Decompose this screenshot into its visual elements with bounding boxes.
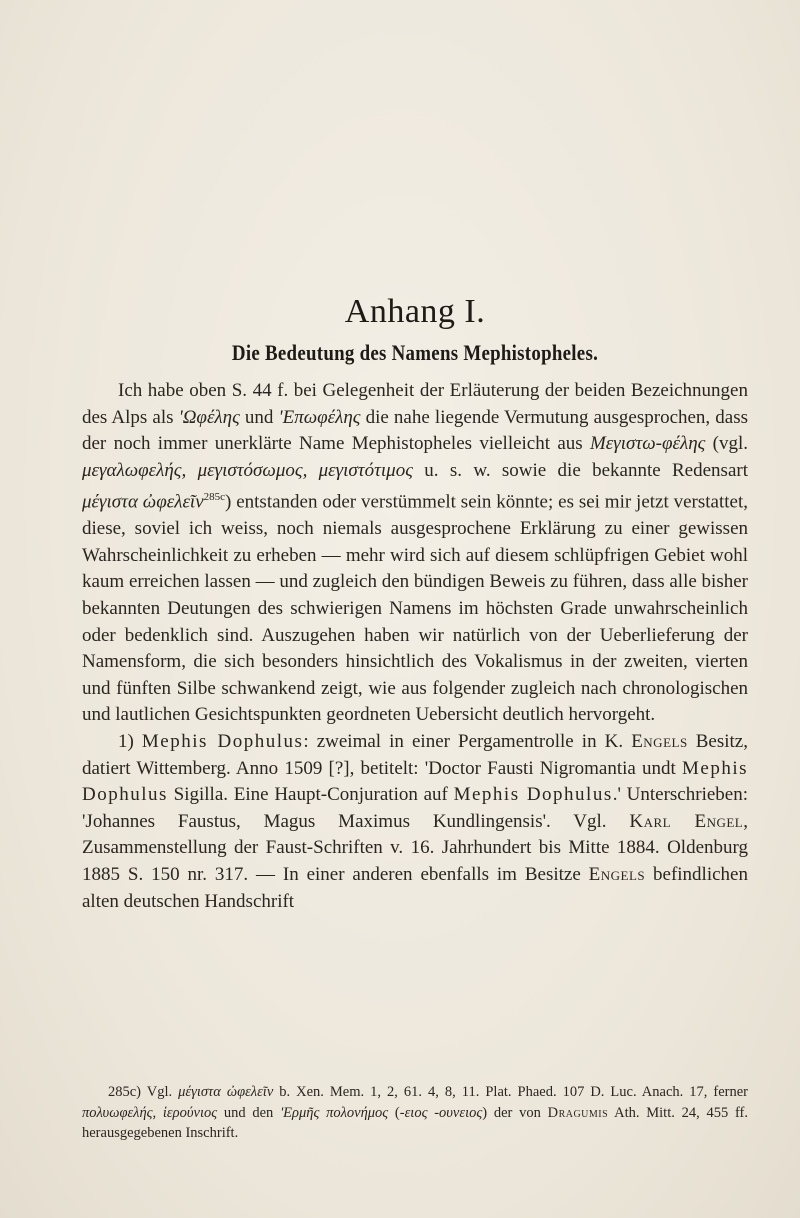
footnotes [82, 1082, 748, 1144]
text-span: ) entstanden oder verstümmelt sein könnte; es sei mir jetzt verstattet, diese, soviel ich weiss, noch niemals ausgesprochene Erklärung zu einer gewissen Wahrscheinlichkeit zu erheben — mehr wird sich auf diesem schlüpfrigen Gebiet wohl kaum erreichen lassen — und zugleich den bündigen Beweis zu führen, dass alle bisher bekannten Deutungen des schwierigen Namens im höchsten Grade unwahrscheinlich oder bedenklich sind. Auszugehen haben wir natürlich von der Ueberlieferung der Namensform, die sich besonders hinsichtlich des Vokalismus in der zweiten, vierten und fünften Silbe schwankend zeigt, wie aus folgender zugleich nach chronologischen und lautlichen Gesichtspunkten geordneten Uebersicht deutlich hervorgeht. [82, 491, 748, 726]
greek-term: μέγιστα ὠφελεῖν [178, 1084, 274, 1100]
text-span: 1) [118, 731, 142, 753]
text-span: und den [217, 1104, 281, 1121]
text-span: ) der von [482, 1104, 548, 1121]
author-name: Karl Engel [629, 810, 744, 832]
greek-term: 'Ερμῆς πολονήμος [280, 1104, 389, 1121]
greek-term: 'Επωφέλης [278, 406, 361, 428]
appendix-subtitle: Die Bedeutung des Namens Mephistopheles. [231, 340, 599, 365]
text-span: : zweimal in einer Pergamentrolle in K. [303, 731, 632, 753]
text-span: , Zusammenstellung der Faust-Schriften v. 16. Jahrhundert bis Mitte 1884. Oldenburg 1885 S. 150 nr. 317. — In einer anderen ebenfalls im Besitze [82, 810, 748, 886]
text-span: ( [388, 1104, 400, 1121]
footnote-mark: 285c) [108, 1084, 142, 1100]
text-span: Sigilla. Eine Haupt-Conjuration auf [167, 784, 454, 806]
author-name: Dragumis [547, 1104, 609, 1121]
paragraph-1 [82, 378, 748, 729]
spaced-name: Mephis Dophulus [141, 731, 304, 753]
greek-term: μεγαλωφελής, μεγιστόσωμος, μεγιστότιμος [82, 459, 413, 481]
greek-term: Μεγιστω-φέλης [589, 433, 706, 455]
spaced-name: Mephis Dophulus [453, 784, 613, 806]
paragraph-2 [82, 729, 748, 915]
footnote-285c [82, 1082, 748, 1144]
text-span: befindlichen alten deutschen Handschrift [82, 864, 748, 912]
author-name: Engels [631, 731, 688, 753]
main-text [82, 292, 748, 915]
text-span: u. s. w. sowie die bekannte Redensart [412, 459, 748, 481]
author-name: Engels [588, 864, 646, 886]
greek-term: 'Ωφέλης [178, 406, 240, 428]
greek-term: πολυωφελής, ἱερούνιος [82, 1104, 218, 1121]
appendix-title: Anhang I. [344, 293, 486, 330]
spaced-name: Mephis Dophulus [82, 757, 748, 806]
text-span: .' Unterschrieben: 'Johannes Faustus, Magus Maximus Kundlingensis'. Vgl. [82, 784, 748, 832]
text-span: b. Xen. Mem. 1, 2, 61. 4, 8, 11. Plat. Phaed. 107 D. Luc. Anach. 17, ferner [273, 1084, 748, 1100]
text-span: Besitz, datiert Wittemberg. Anno 1509 [?], betitelt: 'Doctor Fausti Nigromantia undt [82, 731, 748, 779]
text-span: Ath. Mitt. 24, 455 ff. herausgegebenen Inschrift. [82, 1104, 749, 1141]
greek-term: μέγιστα ὠφελεῖν [82, 491, 204, 513]
text-span: die nahe liegende Vermutung ausgesprochen, dass der noch immer unerklärte Name Mephistopheles vielleicht aus [82, 406, 749, 455]
text-span: (vgl. [705, 433, 748, 455]
greek-term: -ειος -ουνειος [399, 1104, 483, 1121]
text-span: Ich habe oben S. 44 f. bei Gelegenheit der Erläuterung der beiden Bezeichnungen des Alps als [82, 380, 748, 428]
text-span: und [239, 406, 279, 428]
text-span: Vgl. [141, 1084, 179, 1100]
footnote-reference: 285c [203, 491, 226, 504]
